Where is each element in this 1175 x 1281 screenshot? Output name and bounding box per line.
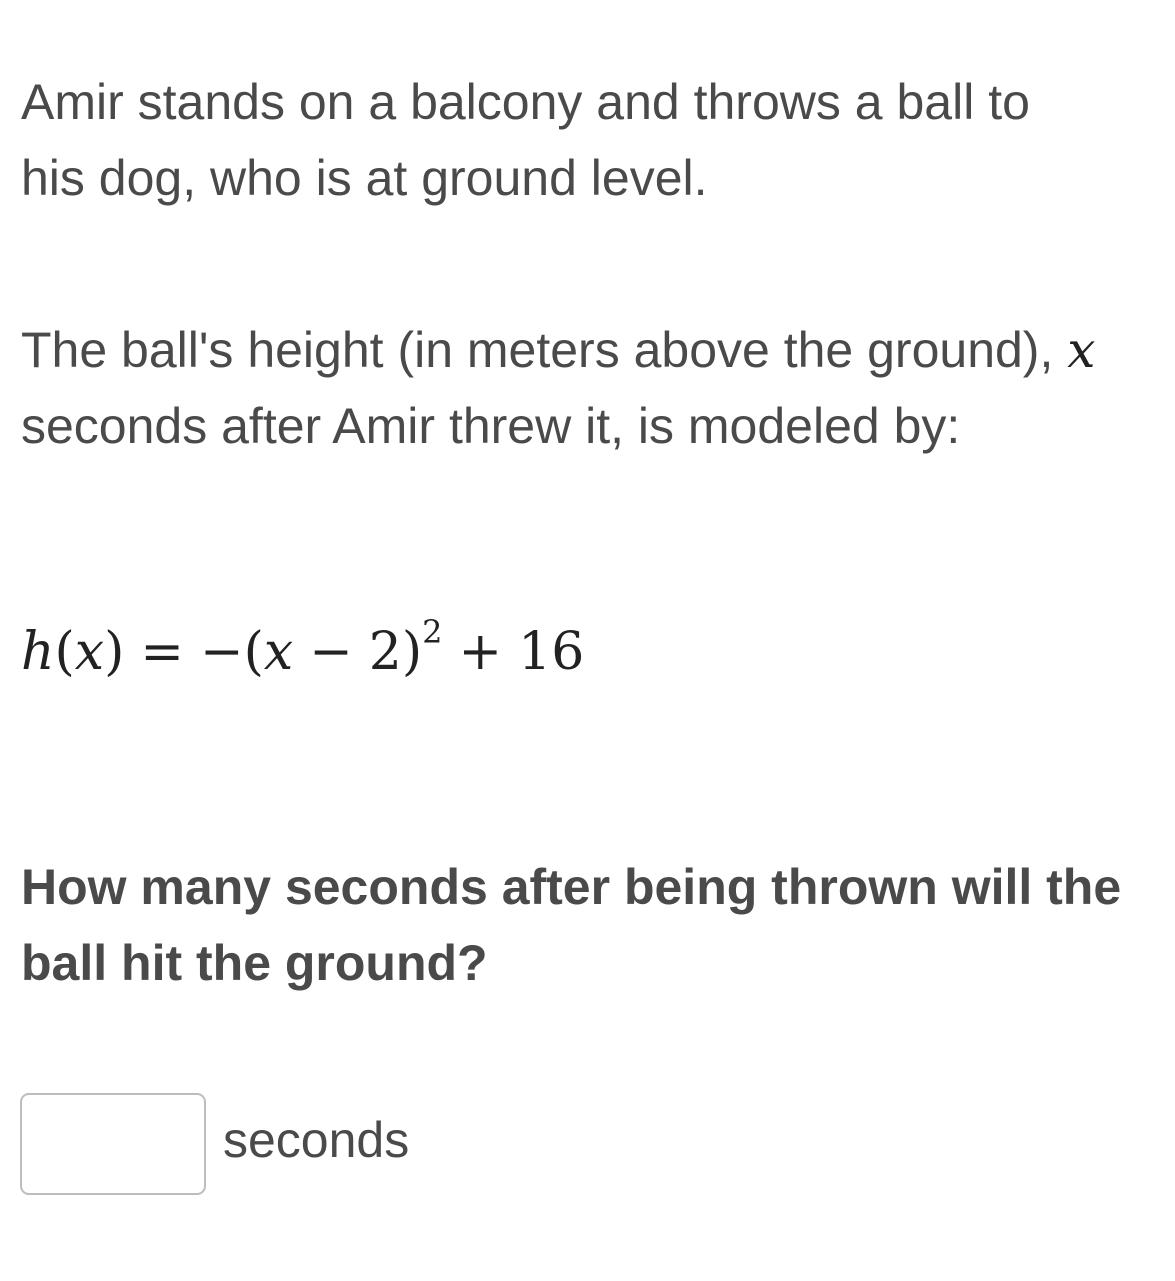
question-prompt — [21, 849, 1166, 1001]
paragraph-2-line-2: seconds after Amir threw it, is modeled by: — [21, 398, 961, 454]
variable-x: x — [1067, 321, 1096, 379]
paragraph-1-line-2: his dog, who is at ground level. — [21, 150, 708, 206]
formula-exponent: 2 — [422, 613, 443, 651]
problem-paragraph-1 — [21, 64, 1166, 216]
answer-input[interactable] — [20, 1093, 206, 1195]
formula-constant: 16 — [518, 622, 585, 682]
formula-equals: = — [140, 622, 184, 682]
formula-var: x — [74, 622, 105, 682]
question-line-2: ball hit the ground? — [21, 935, 488, 991]
formula-inner-const: 2 — [368, 622, 402, 682]
answer-row — [20, 1093, 409, 1195]
problem-paragraph-2 — [21, 312, 1166, 464]
formula-func: h — [21, 622, 55, 682]
paragraph-2-line-1 — [21, 312, 1166, 388]
height-formula — [21, 612, 584, 692]
formula-close-paren: ) — [104, 622, 125, 682]
answer-unit-label: seconds — [223, 1112, 410, 1168]
formula-inner-close: ) — [401, 622, 423, 682]
paragraph-2-line-1-text: The ball's height (in meters above the ground), — [21, 322, 1068, 378]
paragraph-1-line-1: Amir stands on a balcony and throws a ball to — [21, 74, 1030, 130]
formula-plus: + — [458, 622, 503, 682]
formula-inner-open: ( — [243, 622, 264, 682]
formula-minus: − — [200, 622, 244, 682]
formula-inner-var: x — [263, 622, 294, 682]
question-line-1: How many seconds after being thrown will the — [21, 859, 1122, 915]
formula-inner-minus: − — [309, 622, 353, 682]
formula-open-paren: ( — [54, 622, 75, 682]
